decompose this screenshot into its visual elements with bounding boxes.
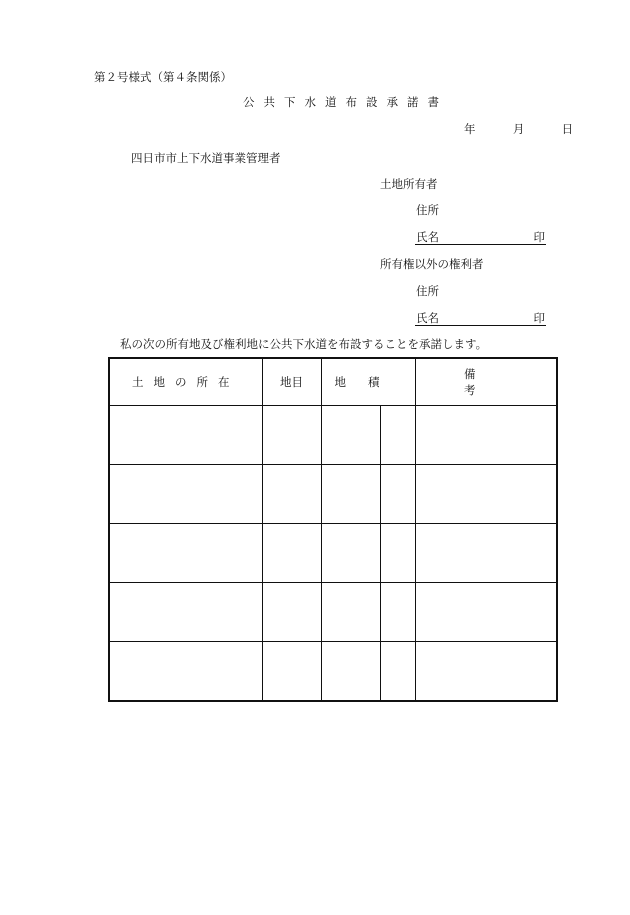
area-cell[interactable] [321, 405, 380, 464]
area-cell[interactable] [321, 464, 380, 523]
rights-holder-name-line[interactable] [415, 310, 546, 326]
land-category-cell[interactable] [262, 642, 321, 701]
rights-holder-heading: 所有権以外の権利者 [380, 257, 484, 271]
area-unit-cell[interactable] [380, 642, 415, 701]
area-unit-cell[interactable] [380, 464, 415, 523]
area-unit-cell[interactable] [380, 523, 415, 582]
remarks-cell[interactable] [415, 642, 557, 701]
area-cell[interactable] [321, 523, 380, 582]
table-row [109, 464, 557, 523]
location-cell[interactable] [109, 583, 262, 642]
remarks-cell[interactable] [415, 464, 557, 523]
addressee: 四日市市上下水道事業管理者 [131, 151, 281, 165]
location-cell[interactable] [109, 523, 262, 582]
column-header-location: 土地の所在 [109, 358, 262, 405]
rights-holder-seal-label: 印 [533, 311, 545, 325]
date-line [464, 122, 573, 136]
consent-statement: 私の次の所有地及び権利地に公共下水道を布設することを承諾します。 [120, 337, 488, 351]
form-number: 第２号様式（第４条関係） [94, 70, 232, 84]
area-cell[interactable] [321, 642, 380, 701]
table-header-row [109, 358, 557, 405]
date-month-label: 月 [512, 122, 525, 136]
table-row [109, 583, 557, 642]
landowner-address-label: 住所 [416, 203, 439, 217]
location-cell[interactable] [109, 405, 262, 464]
column-header-land-category: 地目 [262, 358, 321, 405]
area-unit-cell[interactable] [380, 405, 415, 464]
date-day-label: 日 [561, 122, 574, 136]
remarks-cell[interactable] [415, 583, 557, 642]
table-row [109, 642, 557, 701]
area-unit-cell[interactable] [380, 583, 415, 642]
location-cell[interactable] [109, 642, 262, 701]
landowner-name-line[interactable] [415, 229, 546, 245]
land-category-cell[interactable] [262, 464, 321, 523]
remarks-cell[interactable] [415, 405, 557, 464]
column-header-area: 地積 [321, 358, 415, 405]
document-title: 公共下水道布設承諾書 [243, 95, 448, 109]
landowner-seal-label: 印 [533, 230, 545, 244]
landowner-heading: 土地所有者 [380, 177, 438, 191]
land-category-cell[interactable] [262, 523, 321, 582]
land-category-cell[interactable] [262, 405, 321, 464]
table-row [109, 523, 557, 582]
rights-holder-name-label: 氏名 [416, 311, 439, 325]
date-year-label: 年 [464, 122, 476, 136]
area-cell[interactable] [321, 583, 380, 642]
land-category-cell[interactable] [262, 583, 321, 642]
location-cell[interactable] [109, 464, 262, 523]
rights-holder-address-label: 住所 [416, 284, 439, 298]
landowner-name-label: 氏名 [416, 230, 439, 244]
column-header-remarks: 備考 [415, 358, 557, 405]
remarks-cell[interactable] [415, 523, 557, 582]
table-row [109, 405, 557, 464]
land-table [108, 357, 558, 702]
